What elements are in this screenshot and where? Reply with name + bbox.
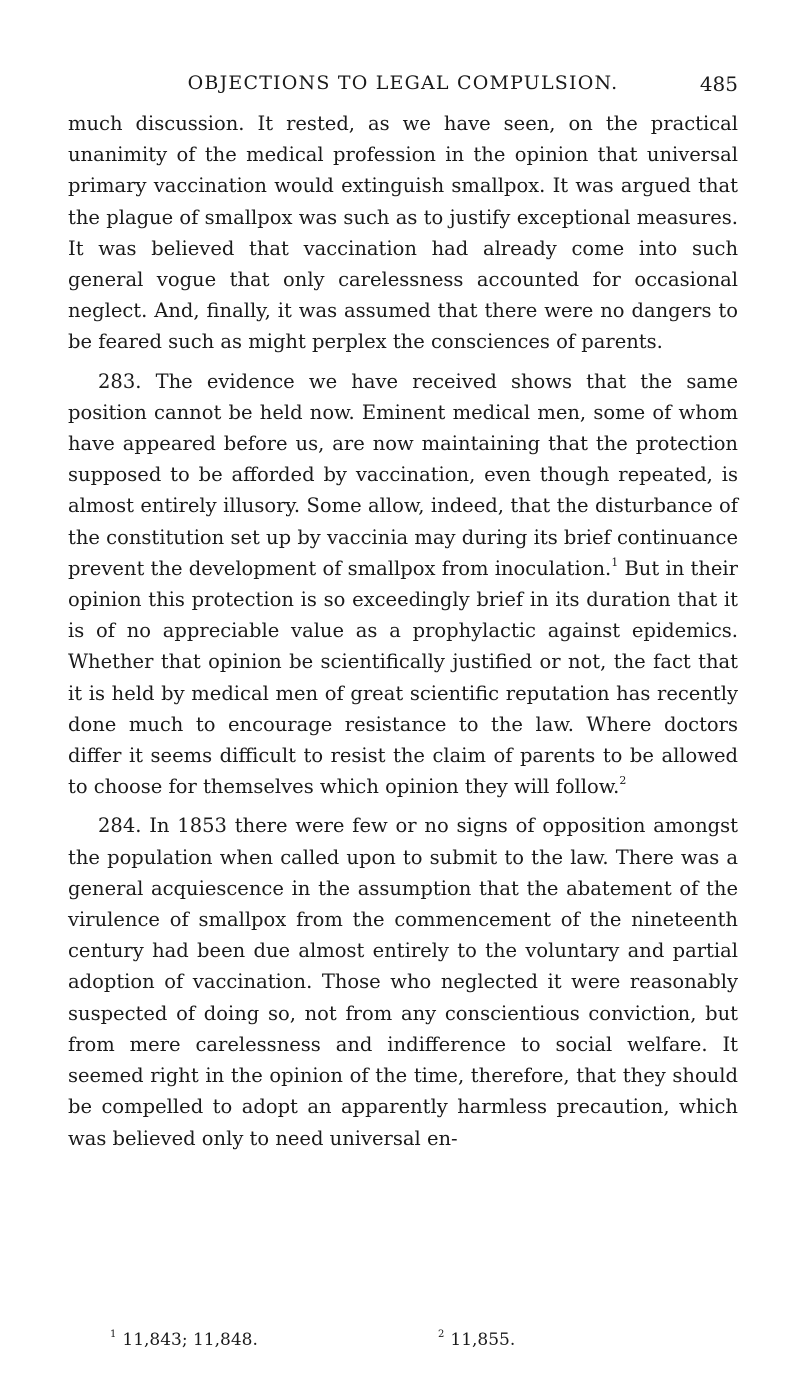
footnote-mark: 1 bbox=[110, 1329, 117, 1340]
paragraph-284 bbox=[68, 810, 738, 1153]
paragraph-text: 283. The evidence we have received shows that the same position cannot be held now. Eminent medical men, some of whom have appeared before us, are now maintaining that the protection supposed to be afforded by vaccination, even though repeated, is almost entirely illusory. Some allow, indeed, that the disturbance of the constitution set up by vaccinia may during its brief continuance prevent the development of smallpox from inoculation. bbox=[68, 369, 738, 580]
paragraph-text: But in their opinion this protection is so exceedingly brief in its duration that it is of no appreciable value as a prophylactic against epidemics. Whether that opinion be scientifically justified or not, the fact that it is held by medical men of great scientific reputation has recently done much to encourage resistance to the law. Where doctors differ it seems difficult to resist the claim of parents to be allowed to choose for themselves which opinion they will follow. bbox=[68, 556, 738, 799]
paragraph-text: much discussion. It rested, as we have seen, on the practical unanimity of the medical profession in the opinion that universal primary vaccination would extinguish smallpox. It was argued that the plague of smallpox was such as to justify exceptional measures. It was believed that vaccination had already come into such general vogue that only carelessness accounted for occasional neglect. And, finally, it was assumed that there were no dangers to be feared such as might perplex the consciences of parents. bbox=[68, 112, 738, 354]
footnote-ref-2: 2 bbox=[619, 774, 627, 788]
footnote-mark: 2 bbox=[438, 1329, 445, 1340]
body-text bbox=[68, 108, 738, 1162]
running-title: OBJECTIONS TO LEGAL COMPULSION. bbox=[187, 72, 619, 94]
footnote-text: 11,855. bbox=[450, 1330, 516, 1350]
footnote-ref-1: 1 bbox=[611, 555, 619, 569]
footnote-2 bbox=[438, 1330, 515, 1350]
paragraph-text: 284. In 1853 there were few or no signs of opposition amongst the population when called upon to submit to the law. There was a general acquiescence in the assumption that the abatement of the virulence of smallpox from the commencement of the nineteenth century had been due almost entirely to the voluntary and partial adoption of vaccination. Those who neglected it were reasonably suspected of doing so, not from any conscientious conviction, but from mere carelessness and indifference to social welfare. It seemed right in the opinion of the time, therefore, that they should be compelled to adopt an apparently harmless precaution, which was believed only to need universal en- bbox=[68, 814, 738, 1150]
page-number: 485 bbox=[699, 72, 738, 96]
paragraph-continued bbox=[68, 108, 738, 358]
paragraph-283 bbox=[68, 366, 738, 803]
footnote-1 bbox=[110, 1330, 258, 1350]
page-header bbox=[68, 70, 738, 100]
footnote-text: 11,843; 11,848. bbox=[122, 1330, 258, 1350]
